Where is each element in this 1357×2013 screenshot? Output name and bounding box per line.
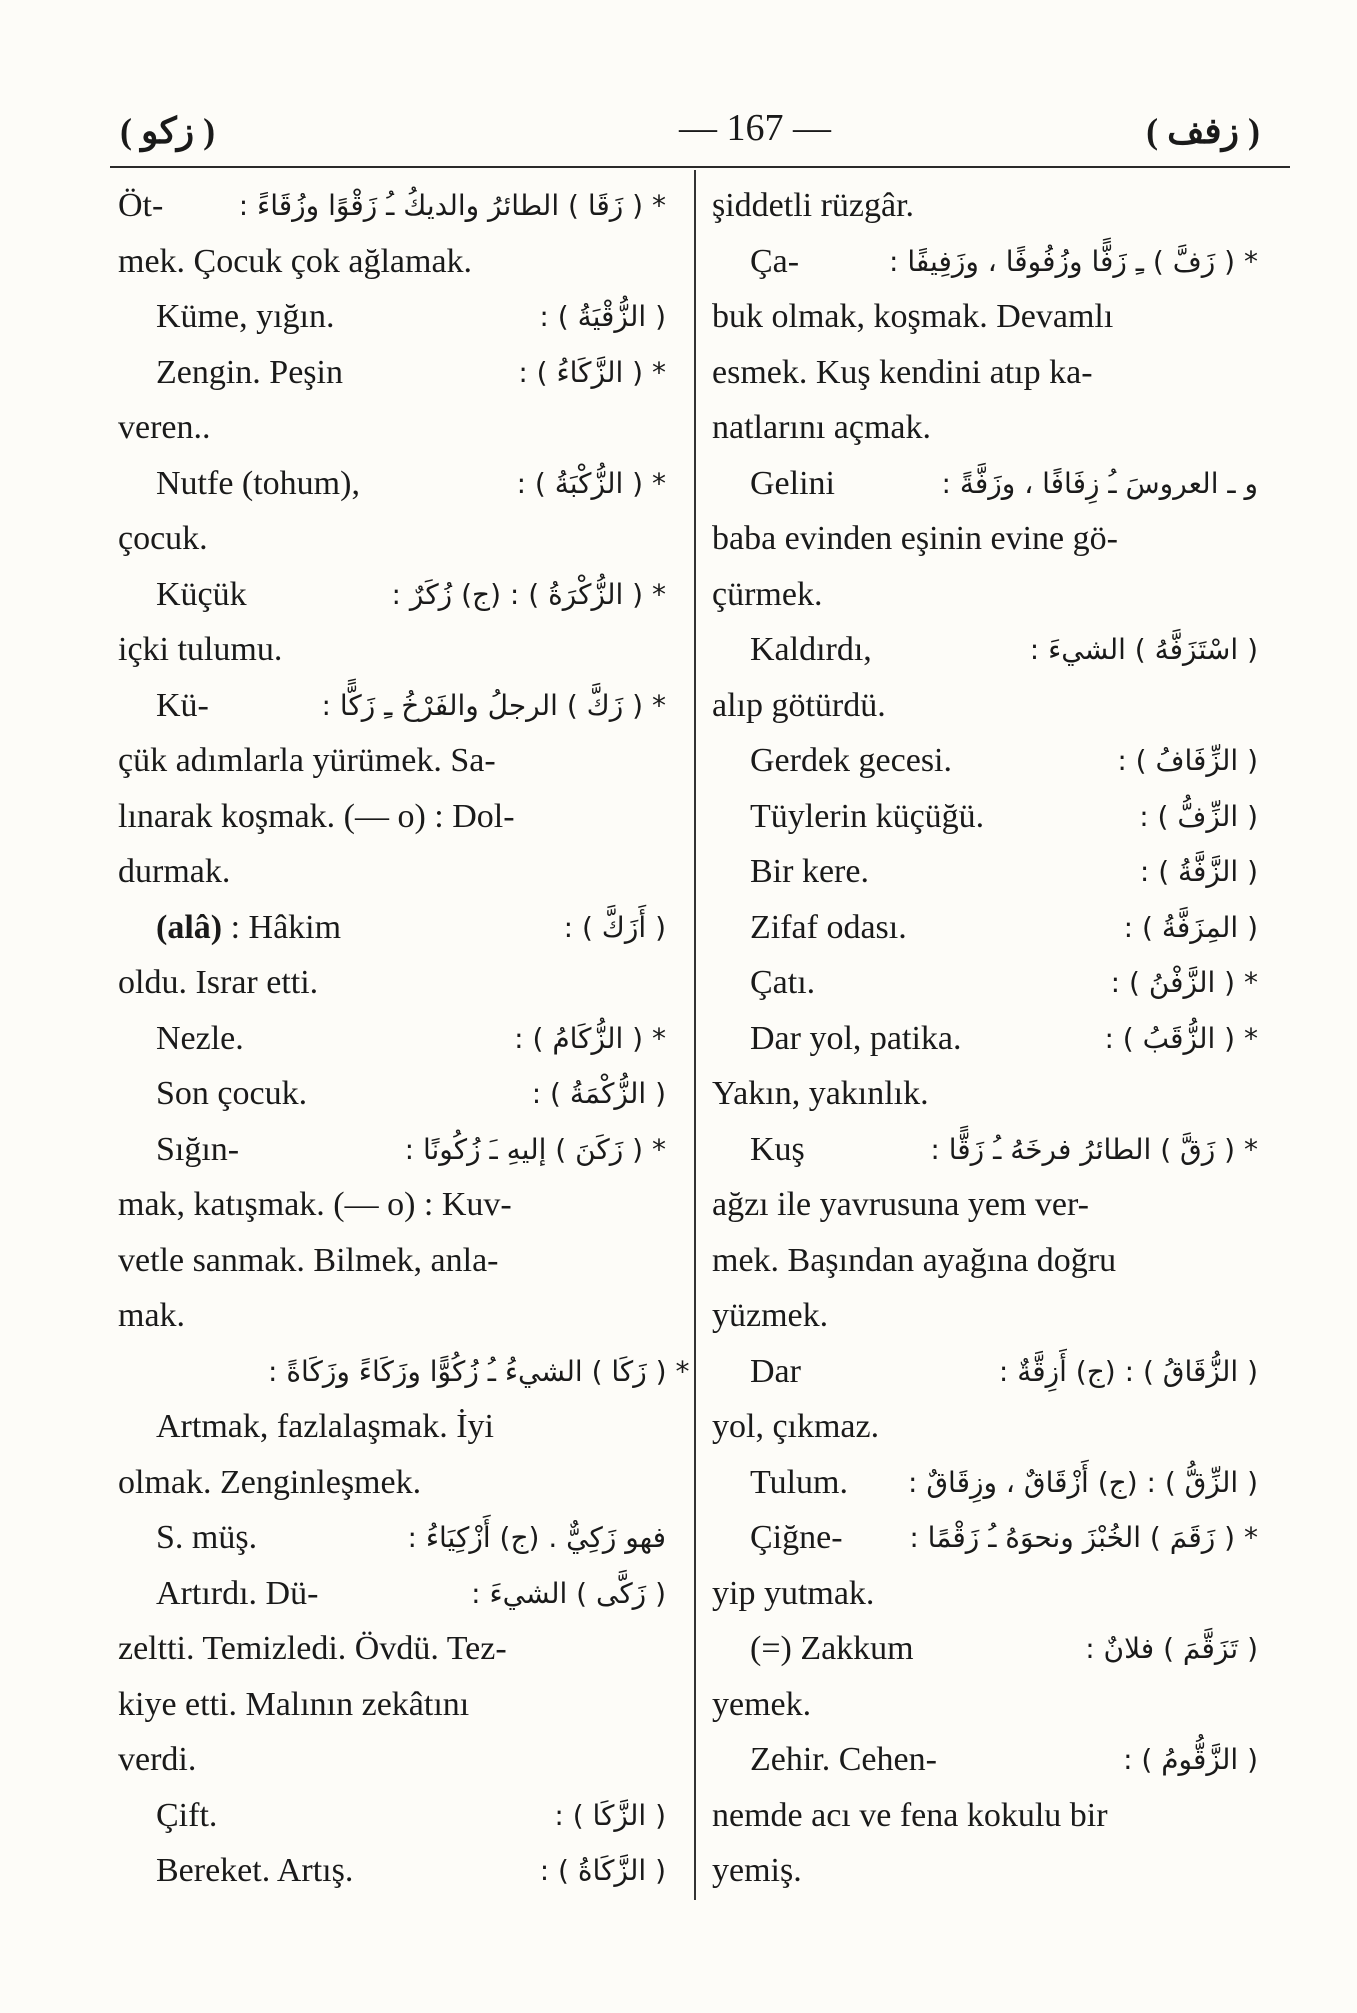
entry-text: alıp götürdü. (712, 686, 886, 724)
entry-text: şiddetli rüzgâr. (712, 187, 915, 224)
entry-line (118, 1011, 666, 1067)
entry-text: Kü- (156, 686, 209, 724)
entry-line (118, 844, 666, 900)
entry-text: Çift. (156, 1796, 218, 1834)
entry-text: Küçük (156, 575, 247, 613)
entry-text: durmak. (118, 853, 231, 890)
page-number: — 167 — (679, 107, 831, 149)
entry-text: ağzı ile yavrusuna yem ver- (712, 1186, 1089, 1223)
entry-text: Bereket. Artış. (156, 1852, 354, 1889)
right-column (712, 178, 1258, 1899)
entry-text: mek. Başından ayağına doğru (712, 1241, 1117, 1279)
entry-line (712, 1066, 1258, 1122)
arabic-headword: ( الزُّكْمَةُ ) : (531, 1077, 666, 1110)
left-column (118, 178, 690, 1899)
entry-line (118, 1455, 666, 1511)
entry-text: içki tulumu. (118, 631, 283, 668)
entry-line (712, 400, 1258, 456)
entry-line (712, 1288, 1258, 1344)
entry-text: Zifaf odası. (750, 908, 907, 946)
entry-line (712, 345, 1258, 401)
arabic-headword: ( اسْتَزَفَّهُ ) الشيءَ : (1029, 633, 1258, 666)
entry-line (118, 1621, 666, 1677)
entry-line (712, 1788, 1258, 1844)
entry-text: Yakın, yakınlık. (712, 1075, 929, 1112)
entry-line (712, 511, 1258, 567)
entry-text: kiye etti. Malının zekâtını (118, 1685, 470, 1723)
page-header (110, 100, 1290, 180)
entry-line (712, 1177, 1258, 1233)
entry-line (712, 1122, 1258, 1178)
entry-line (712, 1566, 1258, 1622)
entry-line (712, 1399, 1258, 1455)
entry-text: Nutfe (tohum), (156, 464, 360, 502)
entry-text: Zehir. Cehen- (750, 1741, 937, 1778)
entry-line (118, 345, 666, 401)
entry-line (712, 1621, 1258, 1677)
entry-text: baba evinden eşinin evine gö- (712, 520, 1118, 557)
entry-text: mak, katışmak. (— o) : Kuv- (118, 1186, 512, 1223)
entry-text: Bir kere. (750, 853, 869, 890)
arabic-headword: * ( زَقَا ) الطائرُ والديكُ ـُ زَقْوًا وزُقَاءً : (238, 189, 666, 222)
entry-text: vetle sanmak. Bilmek, anla- (118, 1241, 499, 1279)
entry-text: Tulum. (750, 1463, 848, 1501)
entry-line (118, 456, 666, 512)
entry-line (118, 622, 666, 678)
entry-line (712, 1233, 1258, 1289)
entry-line (712, 622, 1258, 678)
entry-text: natlarını açmak. (712, 409, 932, 446)
entry-text: zeltti. Temizledi. Övdü. Tez- (118, 1630, 507, 1667)
entry-line (118, 678, 666, 734)
arabic-headword: * ( الزُّكَامُ ) : (514, 1021, 666, 1055)
arabic-headword: * ( الزُّكْبَةُ ) : (516, 466, 666, 500)
entry-text: (=) Zakkum (750, 1630, 914, 1667)
entry-line (712, 178, 1258, 234)
entry-text: Ça- (750, 242, 800, 280)
entry-line (118, 234, 666, 290)
arabic-headword: * ( زَكَّ ) الرجلُ والفَرْخُ ـِ زَكًّا : (321, 688, 666, 722)
arabic-headword: ( الزَّقُّومُ ) : (1123, 1743, 1258, 1776)
arabic-headword: * ( الزُّكْرَةُ ) : (ج) زُكَرٌ : (391, 577, 666, 611)
entry-line (712, 678, 1258, 734)
arabic-headword: * ( الزَّفْنُ ) : (1110, 966, 1258, 999)
entry-text: yip yutmak. (712, 1574, 875, 1612)
entry-line (118, 1288, 666, 1344)
entry-line (712, 900, 1258, 956)
entry-text: Gerdek gecesi. (750, 742, 953, 779)
entry-text: Çatı. (750, 964, 816, 1001)
entry-line (712, 567, 1258, 623)
entry-text: Gelini (750, 464, 835, 502)
entry-text: lınarak koşmak. (— o) : Dol- (118, 797, 515, 835)
entry-line (118, 1177, 666, 1233)
entry-text: (alâ) : Hâkim (156, 908, 342, 946)
entry-line (712, 1677, 1258, 1733)
entry-line (118, 1344, 690, 1400)
entry-line (712, 289, 1258, 345)
entry-line (712, 955, 1258, 1011)
header-rule (110, 166, 1290, 168)
entry-text: veren.. (118, 409, 211, 446)
entry-line (712, 733, 1258, 789)
entry-text: Tüylerin küçüğü. (750, 797, 985, 835)
arabic-headword: ( المِزَفَّةُ ) : (1123, 910, 1258, 944)
entry-line (118, 178, 666, 234)
entry-line (118, 733, 666, 789)
entry-line (118, 1788, 666, 1844)
entry-line (118, 511, 666, 567)
entry-text: Zengin. Peşin (156, 353, 343, 391)
entry-text: nemde acı ve fena kokulu bir (712, 1796, 1108, 1834)
arabic-headword: فهو زَكِيٌّ . (ج) أَزْكِيَاءُ : (407, 1521, 666, 1554)
entry-text: Artmak, fazlalaşmak. İyi (156, 1408, 494, 1445)
column-divider (694, 170, 696, 1900)
arabic-headword: ( الزَّكَاةُ ) : (539, 1854, 666, 1887)
entry-text: Dar (750, 1352, 801, 1390)
entry-line (118, 1566, 666, 1622)
arabic-headword: و ـ العروسَ ـُ زِفَافًا ، وزَفَّةً : (941, 466, 1258, 500)
entry-line (118, 1399, 666, 1455)
entry-text: verdi. (118, 1741, 197, 1778)
entry-text: mek. Çocuk çok ağlamak. (118, 242, 473, 280)
entry-line (712, 1011, 1258, 1067)
entry-text: Kaldırdı, (750, 631, 872, 668)
entry-line (712, 1732, 1258, 1788)
entry-line (118, 1122, 666, 1178)
entry-line (712, 456, 1258, 512)
arabic-headword: ( الزِّقُّ ) : (ج) أَزْقَاقٌ ، وزِقَاقٌ : (908, 1465, 1258, 1499)
entry-line (118, 1732, 666, 1788)
arabic-headword: * ( زَقَمَ ) الخُبْزَ ونحوَهُ ـُ زَقْمًا : (909, 1521, 1258, 1554)
entry-line (712, 844, 1258, 900)
arabic-headword: ( الزَّفَّةُ ) : (1139, 855, 1258, 888)
entry-text: Artırdı. Dü- (156, 1574, 319, 1612)
arabic-headword: * ( الزَّكَاءُ ) : (518, 355, 666, 389)
entry-text: Sığın- (156, 1130, 240, 1168)
arabic-headword: ( تَزَقَّمَ ) فلانٌ : (1085, 1632, 1258, 1665)
header-right-root: ( زفف ) (1146, 111, 1260, 151)
entry-text: oldu. Israr etti. (118, 964, 319, 1001)
entry-line (118, 1843, 666, 1899)
entry-line (118, 289, 666, 345)
arabic-headword: ( الزُّقْيَةُ ) : (539, 300, 666, 333)
entry-line (118, 1510, 666, 1566)
entry-line (118, 1233, 666, 1289)
entry-text: olmak. Zenginleşmek. (118, 1463, 422, 1501)
arabic-headword: ( الزِّفُّ ) : (1139, 799, 1258, 833)
entry-line (712, 1344, 1258, 1400)
arabic-headword: * ( الزُّقَبُ ) : (1104, 1021, 1258, 1055)
entry-text: Son çocuk. (156, 1075, 308, 1112)
arabic-headword: ( الزُّقَاقُ ) : (ج) أَزِقَّةٌ : (998, 1354, 1258, 1388)
entry-line (118, 1677, 666, 1733)
entry-line (118, 789, 666, 845)
entry-text: Nezle. (156, 1019, 244, 1057)
entry-text: Çiğne- (750, 1519, 843, 1556)
entry-text: çük adımlarla yürümek. Sa- (118, 742, 496, 779)
entry-line (712, 1510, 1258, 1566)
arabic-headword: ( أَزَكَّ ) : (563, 910, 666, 944)
entry-line (712, 1843, 1258, 1899)
entry-text: yemiş. (712, 1852, 802, 1889)
entry-text: yol, çıkmaz. (712, 1408, 880, 1445)
arabic-headword: ( الزِّفَافُ ) : (1117, 744, 1258, 777)
header-left-root: ( زكو ) (120, 111, 216, 151)
arabic-headword: * ( زَفَّ ) ـِ زَفًّا وزُفُوفًا ، وزَفِيفًا : (889, 244, 1258, 278)
entry-line (712, 789, 1258, 845)
arabic-headword: ( زَكَّى ) الشيءَ : (471, 1576, 666, 1610)
entry-text: esmek. Kuş kendini atıp ka- (712, 353, 1093, 391)
entry-line (712, 1455, 1258, 1511)
entry-line (118, 900, 666, 956)
entry-text: S. müş. (156, 1519, 258, 1556)
entry-text: yüzmek. (712, 1297, 829, 1334)
entry-text: çocuk. (118, 520, 208, 557)
entry-line (118, 1066, 666, 1122)
entry-text: Kuş (750, 1130, 805, 1168)
entry-text: mak. (118, 1297, 186, 1334)
arabic-headword: * ( زَقَّ ) الطائرُ فرخَهُ ـُ زَقًّا : (930, 1132, 1258, 1166)
entry-line (118, 567, 666, 623)
entry-text: yemek. (712, 1685, 812, 1723)
arabic-headword: ( الزَّكَا ) : (554, 1798, 666, 1832)
entry-text: çürmek. (712, 575, 823, 613)
entry-line (118, 400, 666, 456)
arabic-headword: * ( زَكَنَ ) إليهِ ـَ زُكُونًا : (404, 1132, 666, 1166)
entry-text: buk olmak, koşmak. Devamlı (712, 298, 1114, 335)
entry-text: Öt- (118, 187, 164, 224)
entry-text: Dar yol, patika. (750, 1019, 962, 1057)
arabic-headword: * ( زَكَا ) الشيءُ ـُ زُكُوًّا وزَكَاءً وزَكَاةً : (268, 1354, 690, 1388)
entry-line (712, 234, 1258, 290)
entry-text: Küme, yığın. (156, 298, 335, 335)
entry-line (118, 955, 666, 1011)
